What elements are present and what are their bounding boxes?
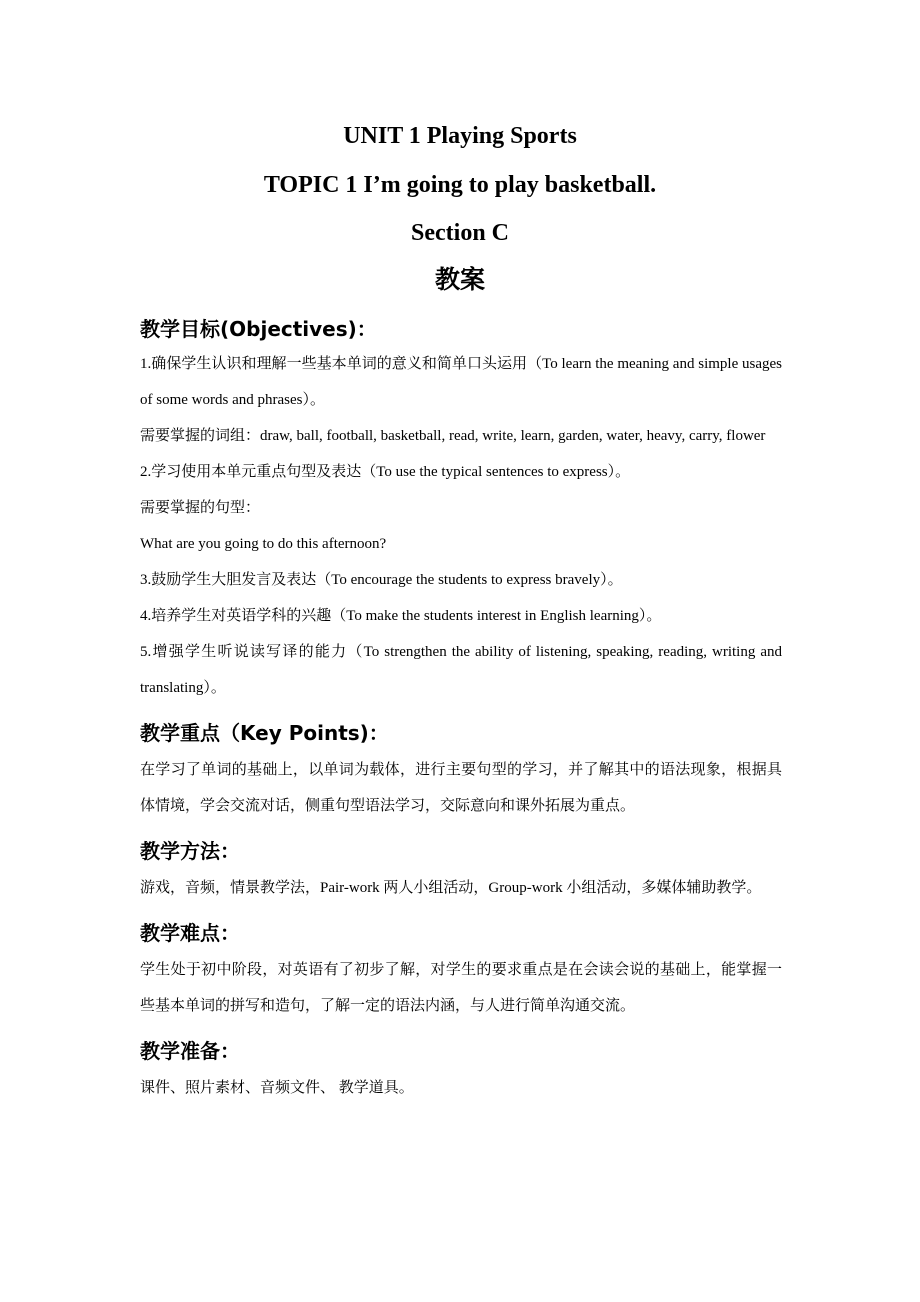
key-points-text: 在学习了单词的基础上，以单词为载体，进行主要句型的学习，并了解其中的语法现象，根据具体情境，学会交流对话，侧重句型语法学习，交际意向和课外拓展为重点。 [140, 762, 782, 814]
objective-item-1: 1.确保学生认识和理解一些基本单词的意义和简单口头运用（To learn the meaning and simple usages of some words and phrases）。 [140, 356, 782, 408]
preparation-text: 课件、照片素材、音频文件、 教学道具。 [140, 1080, 414, 1096]
objective-item-2: 2.学习使用本单元重点句型及表达（To use the typical sentences to express）。 [140, 464, 631, 480]
unit-title: UNIT 1 Playing Sports [343, 123, 577, 149]
objective-sentence-example: What are you going to do this afternoon? [140, 536, 387, 552]
preparation-heading: 教学准备： [140, 1039, 240, 1063]
key-points-heading: 教学重点（Key Points)： [140, 721, 389, 745]
lesson-plan-body [140, 314, 782, 1106]
difficulties-text: 学生处于初中阶段，对英语有了初步了解，对学生的要求重点是在会读会说的基础上，能掌握一些基本单词的拼写和造句，了解一定的语法内涵，与人进行简单沟通交流。 [140, 962, 782, 1014]
objective-sentence-label: 需要掌握的句型： [140, 500, 261, 516]
objective-item-5: 5.增强学生听说读写译的能力（To strengthen the ability of listening, speaking, reading, writing and translating）。 [140, 644, 782, 696]
objective-item-4: 4.培养学生对英语学科的兴趣（To make the students interest in English learning）。 [140, 608, 662, 624]
topic-title: TOPIC 1 I’m going to play basketball. [263, 172, 657, 198]
objectives-heading: 教学目标(Objectives)： [140, 317, 377, 341]
methods-text: 游戏，音频，情景教学法，Pair-work 两人小组活动，Group-work 小组活动，多媒体辅助教学。 [140, 880, 762, 896]
objective-vocabulary: 需要掌握的词组：draw, ball, football, basketball, read, write, learn, garden, water, heavy, carry, flower [140, 428, 766, 444]
objective-item-3: 3.鼓励学生大胆发言及表达（To encourage the students to express bravely）。 [140, 572, 623, 588]
methods-heading: 教学方法： [140, 839, 240, 863]
document-type-title: 教案 [434, 265, 485, 294]
difficulties-heading: 教学难点： [140, 921, 240, 945]
section-title: Section C [411, 220, 509, 246]
